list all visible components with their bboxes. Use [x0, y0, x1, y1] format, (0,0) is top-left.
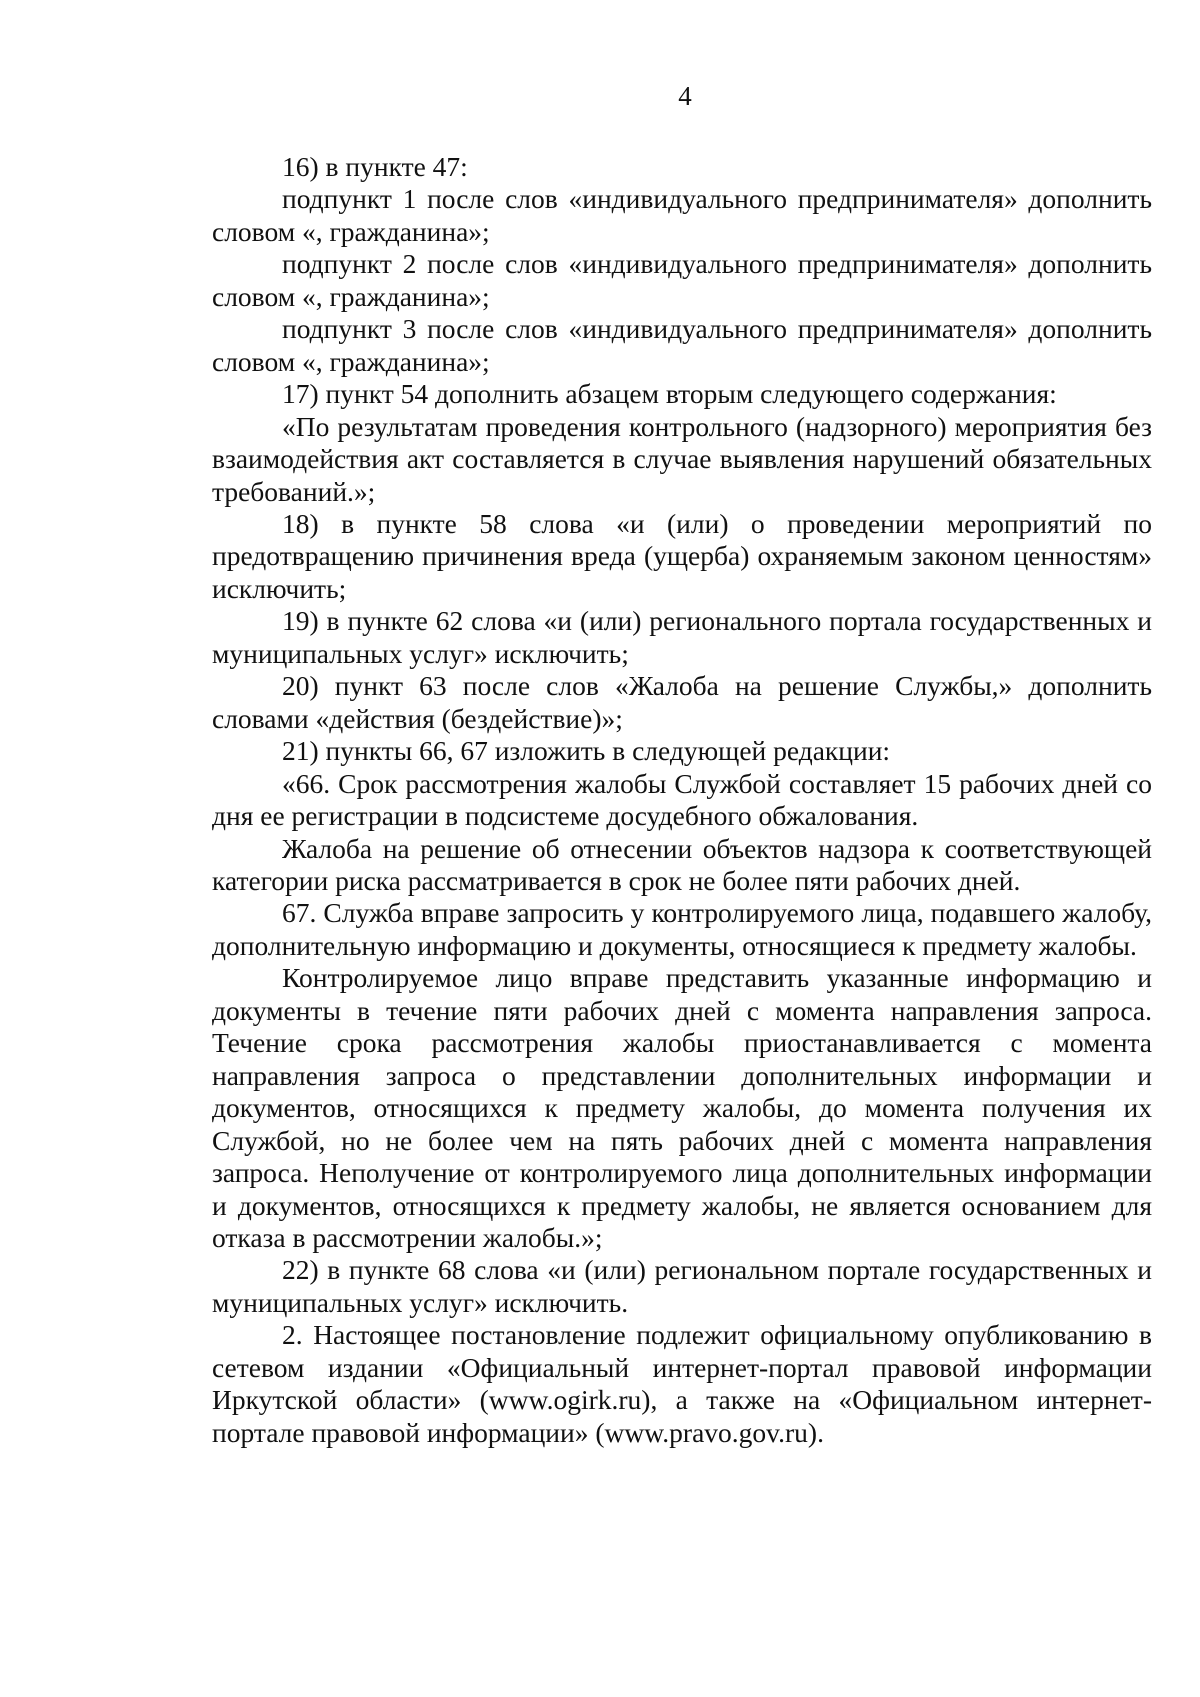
paragraph-item-17: 17) пункт 54 дополнить абзацем вторым следующего содержания:: [282, 378, 1057, 410]
paragraph-subitem-1: подпункт 1 после слов «индивидуального предпринимателя» дополнить словом «, гражданина»;: [212, 183, 1152, 247]
paragraph-item-16: 16) в пункте 47:: [282, 151, 468, 182]
paragraph-point-67-part-2: Контролируемое лицо вправе представить указанные информацию и документы в течение пяти рабочих дней с момента направления запроса. Течение срока рассмотрения жалобы приостанавливается с момента направления запроса о представлении дополнительных информации и документов, относящихся к предмету жалобы, до момента получения их Службой, но не более чем на пять рабочих дней с момента направления запроса. Неполучение от контролируемого лица дополнительных информации и документов, относящихся к предмету жалобы, не является основанием для отказа в рассмотрении жалобы.»;: [212, 962, 1152, 1253]
paragraph-point-66: «66. Срок рассмотрения жалобы Службой составляет 15 рабочих дней со дня ее регистрации в подсистеме досудебного обжалования.: [212, 767, 1152, 832]
paragraph-item-20: 20) пункт 63 после слов «Жалоба на решение Службы,» дополнить словами «действия (бездействие)»;: [212, 670, 1152, 734]
paragraph-item-19: 19) в пункте 62 слова «и (или) регионального портала государственных и муниципальных услуг» исключить;: [212, 605, 1152, 669]
page-number: 4: [678, 81, 692, 111]
paragraph-point-67: 67. Служба вправе запросить у контролируемого лица, подавшего жалобу, дополнительную информацию и документы, относящиеся к предмету жалобы.: [212, 897, 1152, 961]
paragraph-item-21: 21) пункты 66, 67 изложить в следующей редакции:: [282, 735, 891, 767]
paragraph-item-22: 22) в пункте 68 слова «и (или) региональном портале государственных и муниципальных услуг» исключить.: [212, 1254, 1152, 1318]
paragraph-quote-54: «По результатам проведения контрольного (надзорного) мероприятия без взаимодействия акт составляется в случае выявления нарушений обязательных требований.»;: [212, 410, 1152, 507]
paragraph-item-18: 18) в пункте 58 слова «и (или) о проведении мероприятий по предотвращению причинения вреда (ущерба) охраняемым законом ценностям» исключить;: [212, 507, 1152, 604]
paragraph-publication: 2. Настоящее постановление подлежит официальному опубликованию в сетевом издании «Официальный интернет-портал правовой информации Иркутской области» (www.ogirk.ru), а также на «Официальном интернет-портале правовой информации» (www.pravo.gov.ru).: [212, 1319, 1152, 1448]
document-body: [212, 151, 1152, 1449]
paragraph-subitem-2: подпункт 2 после слов «индивидуального предпринимателя» дополнить словом «, гражданина»;: [212, 248, 1152, 312]
paragraph-subitem-3: подпункт 3 после слов «индивидуального предпринимателя» дополнить словом «, гражданина»;: [212, 313, 1152, 377]
paragraph-point-66-part-2: Жалоба на решение об отнесении объектов надзора к соответствующей категории риска рассматривается в срок не более пяти рабочих дней.: [212, 832, 1152, 896]
